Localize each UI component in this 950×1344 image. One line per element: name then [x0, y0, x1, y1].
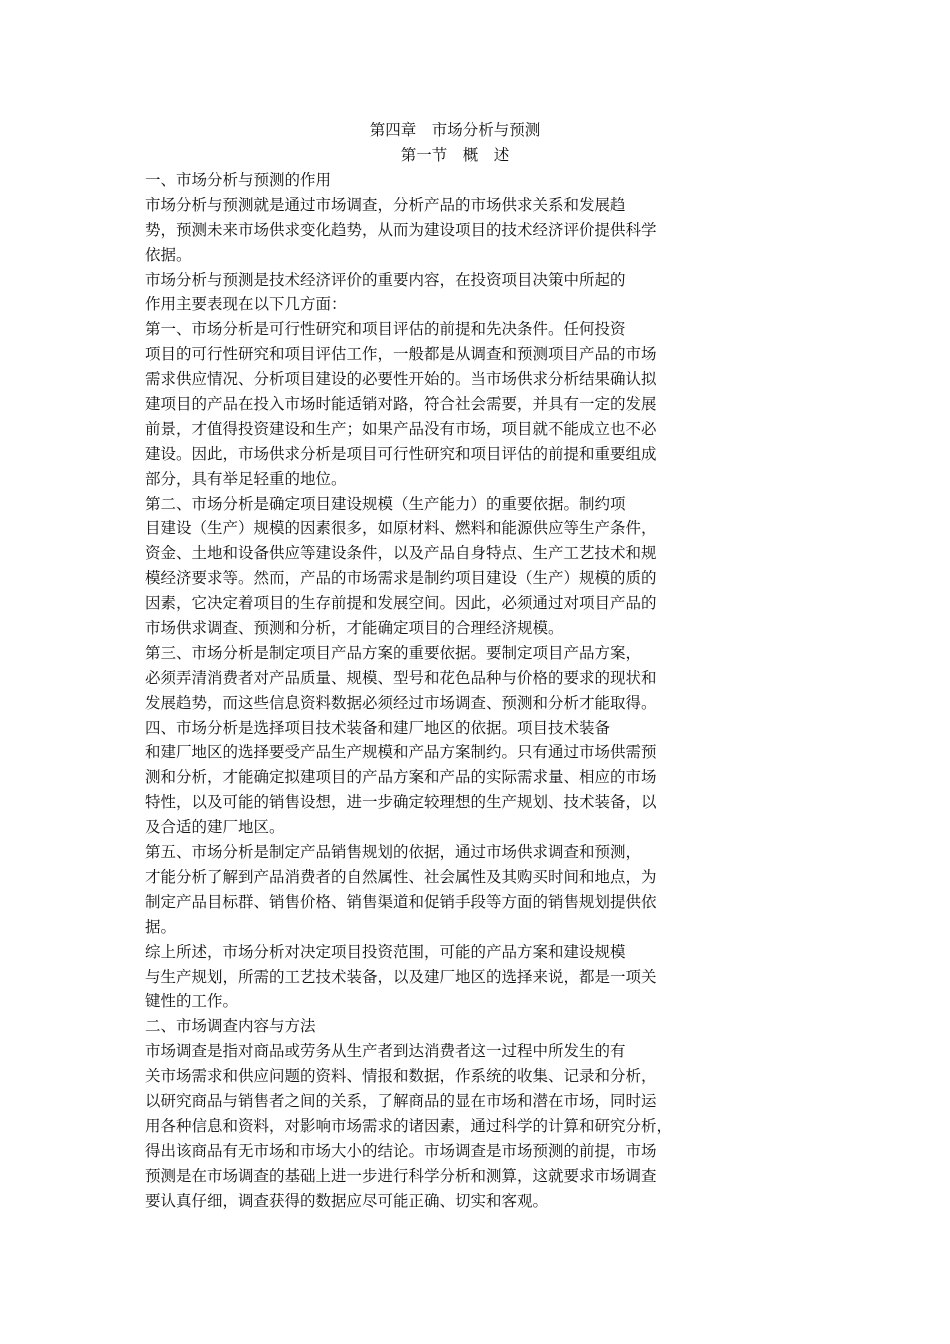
text-line: 因素，它决定着项目的生存前提和发展空间。因此，必须通过对项目产品的: [145, 594, 657, 613]
text-line: 建设。因此，市场供求分析是项目可行性研究和项目评估的前提和重要组成: [145, 444, 657, 463]
text-line: 势，预测未来市场供求变化趋势，从而为建设项目的技术经济评价提供科学: [145, 220, 657, 239]
text-line: 资金、土地和设备供应等建设条件，以及产品自身特点、生产工艺技术和规: [145, 544, 657, 563]
text-line: 市场分析与预测是技术经济评价的重要内容，在投资项目决策中所起的: [145, 270, 626, 289]
text-line: 第三、市场分析是制定项目产品方案的重要依据。要制定项目产品方案，: [145, 643, 642, 662]
section-title: 第一节 概 述: [400, 146, 510, 164]
text-line: 特性，以及可能的销售设想，进一步确定较理想的生产规划、技术装备，以: [145, 793, 657, 812]
text-line: 得出该商品有无市场和市场大小的结论。市场调查是市场预测的前提，市场: [145, 1141, 657, 1160]
text-line: 键性的工作。: [145, 992, 239, 1011]
text-line: 建项目的产品在投入市场时能适销对路，符合社会需要，并具有一定的发展: [145, 395, 657, 414]
text-line: 综上所述，市场分析对决定项目投资范围，可能的产品方案和建设规模: [145, 942, 626, 961]
text-line: 第一、市场分析是可行性研究和项目评估的前提和先决条件。任何投资: [145, 320, 626, 339]
text-line: 关市场需求和供应问题的资料、情报和数据，作系统的收集、记录和分析，: [145, 1067, 657, 1086]
text-line: 据。: [145, 917, 177, 936]
text-line: 发展趋势，而这些信息资料数据必须经过市场调查、预测和分析才能取得。: [145, 693, 657, 712]
text-line: 模经济要求等。然而，产品的市场需求是制约项目建设（生产）规模的质的: [145, 569, 657, 588]
text-line: 第二、市场分析是确定项目建设规模（生产能力）的重要依据。制约项: [145, 494, 626, 513]
text-line: 一、市场分析与预测的作用: [145, 171, 332, 189]
text-line: 用各种信息和资料，对影响市场需求的诸因素，通过科学的计算和研究分析，: [145, 1116, 673, 1135]
document-body: [145, 168, 705, 1213]
text-line: 必须弄清消费者对产品质量、规模、型号和花色品种与价格的要求的现状和: [145, 668, 657, 687]
text-line: 与生产规划，所需的工艺技术装备，以及建厂地区的选择来说，都是一项关: [145, 967, 657, 986]
text-line: 和建厂地区的选择要受产品生产规模和产品方案制约。只有通过市场供需预: [145, 743, 657, 762]
text-line: 依据。: [145, 245, 192, 264]
text-line: 四、市场分析是选择项目技术装备和建厂地区的依据。项目技术装备: [145, 718, 611, 737]
text-line: 市场分析与预测就是通过市场调查，分析产品的市场供求关系和发展趋: [145, 195, 626, 214]
text-line: 制定产品目标群、销售价格、销售渠道和促销手段等方面的销售规划提供依: [145, 892, 657, 911]
text-line: 要认真仔细，调查获得的数据应尽可能正确、切实和客观。: [145, 1191, 549, 1210]
chapter-title: 第四章 市场分析与预测: [369, 121, 541, 139]
text-line: 需求供应情况、分析项目建设的必要性开始的。当市场供求分析结果确认拟: [145, 370, 657, 389]
text-line: 以研究商品与销售者之间的关系，了解商品的显在市场和潜在市场，同时运: [145, 1091, 657, 1110]
text-line: 及合适的建厂地区。: [145, 818, 285, 837]
text-line: 二、市场调查内容与方法: [145, 1017, 316, 1036]
text-line: 部分，具有举足轻重的地位。: [145, 469, 347, 488]
text-line: 市场供求调查、预测和分析，才能确定项目的合理经济规模。: [145, 619, 564, 638]
text-line: 才能分析了解到产品消费者的自然属性、社会属性及其购买时间和地点，为: [145, 867, 657, 886]
text-line: 第五、市场分析是制定产品销售规划的依据，通过市场供求调查和预测，: [145, 843, 642, 862]
text-line: 项目的可行性研究和项目评估工作，一般都是从调查和预测项目产品的市场: [145, 345, 657, 364]
text-line: 作用主要表现在以下几方面：: [145, 295, 347, 314]
text-line: 预测是在市场调查的基础上进一步进行科学分析和测算，这就要求市场调查: [145, 1166, 657, 1185]
text-line: 市场调查是指对商品或劳务从生产者到达消费者这一过程中所发生的有: [145, 1042, 626, 1061]
text-line: 目建设（生产）规模的因素很多，如原材料、燃料和能源供应等生产条件，: [145, 519, 657, 538]
text-line: 测和分析，才能确定拟建项目的产品方案和产品的实际需求量、相应的市场: [145, 768, 657, 787]
text-line: 前景，才值得投资建设和生产；如果产品没有市场，项目就不能成立也不必: [145, 419, 657, 438]
